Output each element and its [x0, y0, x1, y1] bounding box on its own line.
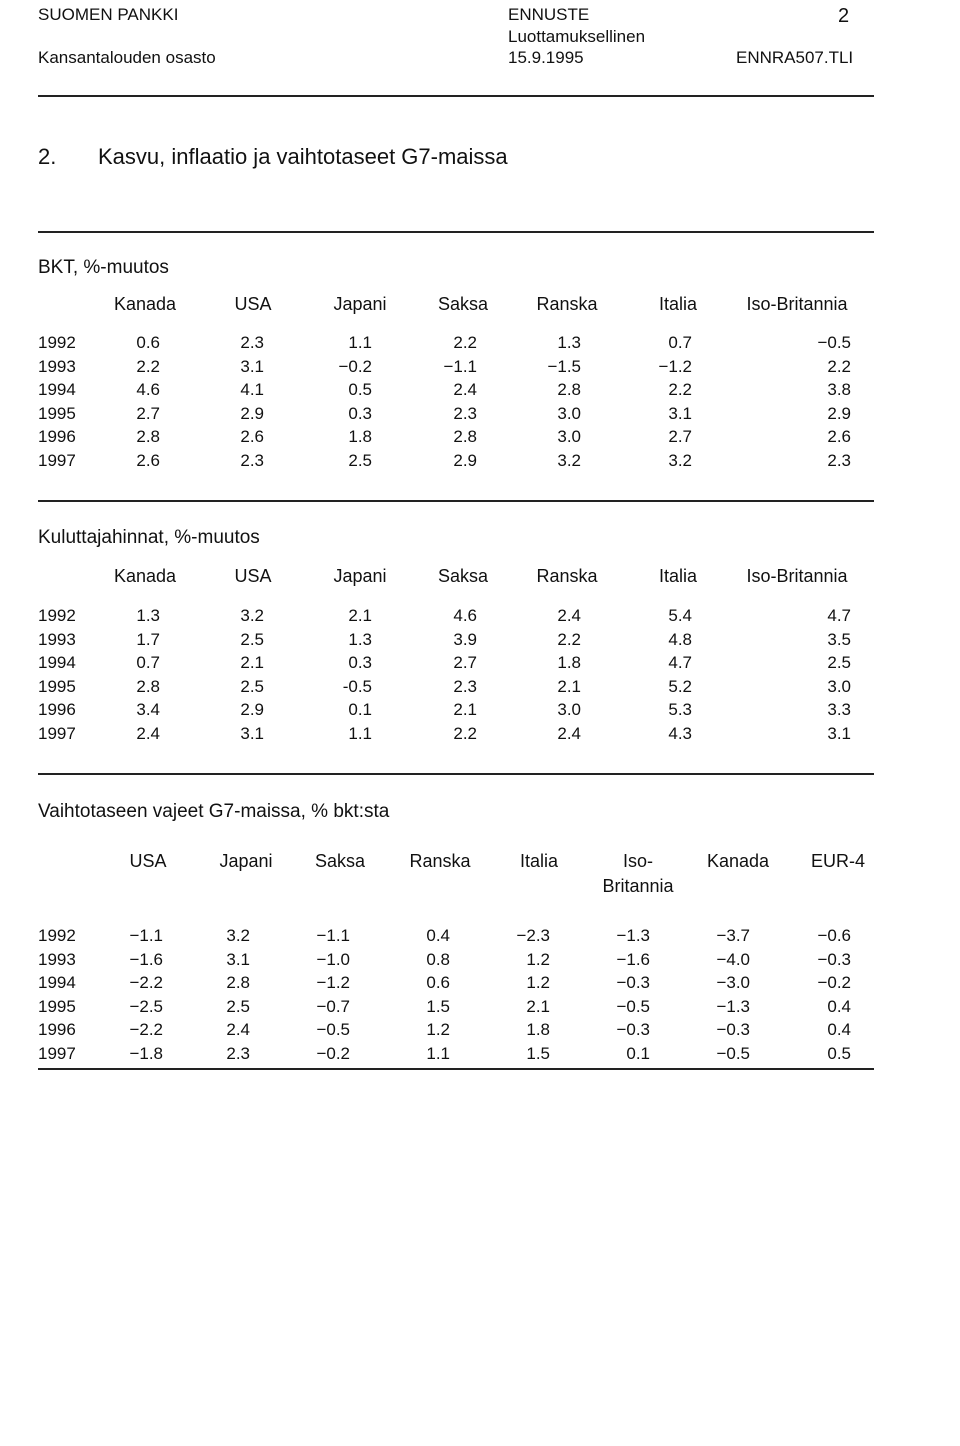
table-cell: 3.0	[557, 427, 581, 447]
table-cell: −3.0	[716, 973, 750, 993]
row-year: 1997	[38, 724, 76, 743]
table-cell: −1.1	[129, 926, 163, 945]
table-cell: 2.9	[453, 451, 477, 470]
row-year: 1996	[38, 427, 76, 447]
table-divider-3	[38, 1068, 874, 1070]
table-cell: −3.7	[716, 926, 750, 945]
table-cell: 2.3	[827, 451, 851, 470]
table-cell: 1.5	[426, 996, 450, 1016]
table-cell: 3.1	[226, 949, 250, 969]
table-cell: −0.2	[316, 1044, 350, 1063]
table-heading: BKT, %-muutos	[38, 257, 169, 278]
table-cell: −0.2	[338, 356, 372, 376]
table-cell: 2.9	[240, 700, 264, 720]
table-cell: 0.3	[348, 653, 372, 673]
column-header: Saksa	[437, 566, 489, 586]
table-cell: 3.9	[453, 629, 477, 649]
column-header: Iso-Britannia	[746, 294, 848, 314]
table-cell: −1.0	[316, 949, 350, 969]
table-cell: 2.4	[453, 380, 477, 400]
column-header: Italia	[658, 294, 698, 314]
table-cell: −0.3	[716, 1020, 750, 1040]
row-year: 1994	[38, 973, 76, 993]
column-header: Ranska	[536, 566, 598, 586]
column-header: Japani	[219, 851, 273, 871]
row-year: 1997	[38, 451, 76, 470]
table-cell: 0.5	[827, 1044, 851, 1063]
table-cell: 3.1	[827, 724, 851, 743]
table-cell: 0.4	[426, 926, 450, 945]
column-header: Ranska	[409, 851, 471, 871]
table-cell: −1.1	[316, 926, 350, 945]
table-cell: 2.7	[453, 653, 477, 673]
table-cell: 2.8	[226, 973, 250, 993]
table-cell: 0.4	[827, 996, 851, 1016]
table-cell: 3.1	[240, 356, 264, 376]
row-year: 1994	[38, 380, 76, 400]
table-cell: −0.3	[616, 1020, 650, 1040]
table-cell: −1.2	[316, 973, 350, 993]
table-cell: 2.4	[226, 1020, 250, 1040]
row-year: 1995	[38, 676, 76, 696]
table-cell: −0.5	[316, 1020, 350, 1040]
row-year: 1993	[38, 949, 76, 969]
table-cell: 3.1	[668, 403, 692, 423]
table-cell: 2.1	[348, 606, 372, 625]
table-cell: 2.9	[827, 403, 851, 423]
table-cell: 0.4	[827, 1020, 851, 1040]
row-year: 1993	[38, 629, 76, 649]
table-cell: −0.7	[316, 996, 350, 1016]
table-cell: 2.6	[827, 427, 851, 447]
table-cell: 2.9	[240, 403, 264, 423]
table-cell: 2.4	[136, 724, 160, 743]
table-cell: 2.2	[827, 356, 851, 376]
row-year: 1992	[38, 926, 76, 945]
table-cell: 2.2	[453, 724, 477, 743]
table-cell: 5.3	[668, 700, 692, 720]
row-year: 1996	[38, 1020, 76, 1040]
table-cell: 2.5	[240, 629, 264, 649]
table-cell: −0.3	[616, 973, 650, 993]
table-cell: 1.3	[557, 333, 581, 352]
table-cell: 1.2	[526, 949, 550, 969]
table-cell: 3.0	[827, 676, 851, 696]
table-cell: −2.3	[516, 926, 550, 945]
table-cell: −0.3	[817, 949, 851, 969]
table-cell: 4.7	[827, 606, 851, 625]
table-cell: −0.2	[817, 973, 851, 993]
table-cell: 2.5	[827, 653, 851, 673]
table-cell: 4.3	[668, 724, 692, 743]
row-year: 1997	[38, 1044, 76, 1063]
table-cell: 1.3	[136, 606, 160, 625]
row-year: 1992	[38, 333, 76, 352]
table-cell: −0.5	[716, 1044, 750, 1063]
table-cell: 2.1	[453, 700, 477, 720]
table-cell: 2.7	[668, 427, 692, 447]
table-cell: 2.2	[453, 333, 477, 352]
table-cell: 2.3	[240, 333, 264, 352]
table-cell: 2.3	[453, 403, 477, 423]
table-cell: 3.8	[827, 380, 851, 400]
table-cell: −1.3	[716, 996, 750, 1016]
table-cell: 3.1	[240, 724, 264, 743]
table-cell: 2.7	[136, 403, 160, 423]
table-divider-2	[38, 773, 874, 775]
table-cell: 4.6	[453, 606, 477, 625]
row-year: 1992	[38, 606, 76, 625]
table-cell: −1.8	[129, 1044, 163, 1063]
table-cell: 3.0	[557, 403, 581, 423]
column-header: USA	[234, 294, 272, 314]
table-cell: −2.2	[129, 1020, 163, 1040]
table-cell: −1.5	[547, 356, 581, 376]
table-cell: 1.2	[526, 973, 550, 993]
column-header: Iso-Britannia	[746, 566, 848, 586]
table-cell: 0.6	[136, 333, 160, 352]
table-cell: 2.3	[226, 1044, 250, 1063]
table-cell: 2.4	[557, 724, 581, 743]
table-cell: 2.8	[557, 380, 581, 400]
table-cell: 0.3	[348, 403, 372, 423]
table-cell: 2.8	[136, 676, 160, 696]
table-cell: 4.1	[240, 380, 264, 400]
table-heading: Vaihtotaseen vajeet G7-maissa, % bkt:sta	[38, 801, 390, 822]
table-cell: 2.6	[136, 451, 160, 470]
table-cell: −0.6	[817, 926, 851, 945]
table-cell: 0.5	[348, 380, 372, 400]
column-header: Italia	[519, 851, 559, 871]
table-cell: 3.2	[240, 606, 264, 625]
table-divider-1	[38, 500, 874, 502]
page-title: Kasvu, inflaatio ja vaihtotaseet G7-maissa	[98, 144, 508, 169]
table-cell: 3.4	[136, 700, 160, 720]
table-cell: −0.5	[817, 333, 851, 352]
table-cell: 1.5	[526, 1044, 550, 1063]
table-cell: 0.8	[426, 949, 450, 969]
table-cell: 3.3	[827, 700, 851, 720]
table-cell: 2.5	[240, 676, 264, 696]
table-cell: −1.6	[129, 949, 163, 969]
table-cell: 2.1	[240, 653, 264, 673]
table-cell: 1.8	[348, 427, 372, 447]
table-cell: 2.8	[453, 427, 477, 447]
table-cell: 1.2	[426, 1020, 450, 1040]
column-header: Saksa	[314, 851, 366, 871]
row-year: 1995	[38, 996, 76, 1016]
table-cell: 0.1	[348, 700, 372, 720]
table-cell: −1.2	[658, 356, 692, 376]
table-heading: Kuluttajahinnat, %-muutos	[38, 527, 260, 548]
table-cell: 4.6	[136, 380, 160, 400]
table-cell: 2.2	[668, 380, 692, 400]
table-cell: −1.3	[616, 926, 650, 945]
table-cell: 1.3	[348, 629, 372, 649]
table-cell: 2.4	[557, 606, 581, 625]
table-cell: 2.2	[557, 629, 581, 649]
classification: Luottamuksellinen	[508, 27, 646, 46]
table-cell: 0.6	[426, 973, 450, 993]
column-header: Ranska	[536, 294, 598, 314]
title-divider	[38, 231, 874, 233]
file-id: ENNRA507.TLI	[736, 48, 854, 67]
column-header: Japani	[333, 566, 387, 586]
table-cell: −1.1	[443, 356, 477, 376]
table-cell: 5.4	[668, 606, 692, 625]
table-cell: 1.1	[426, 1044, 450, 1063]
row-year: 1993	[38, 356, 76, 376]
table-cell: 1.1	[348, 724, 372, 743]
table-cell: 2.5	[348, 451, 372, 470]
table-cell: −2.5	[129, 996, 163, 1016]
table-cell: 4.8	[668, 629, 692, 649]
column-header-line2: Britannia	[602, 876, 674, 896]
column-header: Kanada	[113, 294, 177, 314]
table-cell: 3.2	[226, 926, 250, 945]
org-name: SUOMEN PANKKI	[38, 5, 179, 24]
table-cell: 3.2	[668, 451, 692, 470]
table-cell: 2.1	[557, 676, 581, 696]
table-cell: 1.1	[348, 333, 372, 352]
table-cell: 2.1	[526, 996, 550, 1016]
table-cell: 1.8	[557, 653, 581, 673]
column-header: Kanada	[706, 851, 770, 871]
table-cell: 1.8	[526, 1020, 550, 1040]
page-number: 2	[838, 5, 850, 27]
table-cell: 1.7	[136, 629, 160, 649]
table-cell: 0.7	[668, 333, 692, 352]
column-header: EUR-4	[810, 851, 865, 871]
column-header: Iso-	[622, 851, 653, 871]
table-cell: 2.6	[240, 427, 264, 447]
table-cell: −0.5	[616, 996, 650, 1016]
table-cell: 0.1	[626, 1044, 650, 1063]
column-header: Saksa	[437, 294, 489, 314]
doc-date: 15.9.1995	[508, 48, 584, 67]
row-year: 1996	[38, 700, 76, 720]
table-cell: 3.2	[557, 451, 581, 470]
table-cell: 2.2	[136, 356, 160, 376]
table-cell: 2.3	[240, 451, 264, 470]
table-cell: 3.0	[557, 700, 581, 720]
table-cell: 2.3	[453, 676, 477, 696]
column-header: USA	[129, 851, 167, 871]
row-year: 1995	[38, 403, 76, 423]
section-number: 2.	[38, 144, 57, 169]
column-header: USA	[234, 566, 272, 586]
table-cell: −1.6	[616, 949, 650, 969]
table-cell: 4.7	[668, 653, 692, 673]
doc-type: ENNUSTE	[508, 5, 590, 24]
table-cell: −2.2	[129, 973, 163, 993]
column-header: Japani	[333, 294, 387, 314]
table-cell: 0.7	[136, 653, 160, 673]
table-cell: -0.5	[342, 676, 372, 696]
header-divider	[38, 95, 874, 97]
column-header: Kanada	[113, 566, 177, 586]
table-cell: 2.8	[136, 427, 160, 447]
table-cell: 3.5	[827, 629, 851, 649]
table-cell: 5.2	[668, 676, 692, 696]
table-cell: −4.0	[716, 949, 750, 969]
column-header: Italia	[658, 566, 698, 586]
table-cell: 2.5	[226, 996, 250, 1016]
row-year: 1994	[38, 653, 76, 673]
department: Kansantalouden osasto	[38, 48, 216, 67]
